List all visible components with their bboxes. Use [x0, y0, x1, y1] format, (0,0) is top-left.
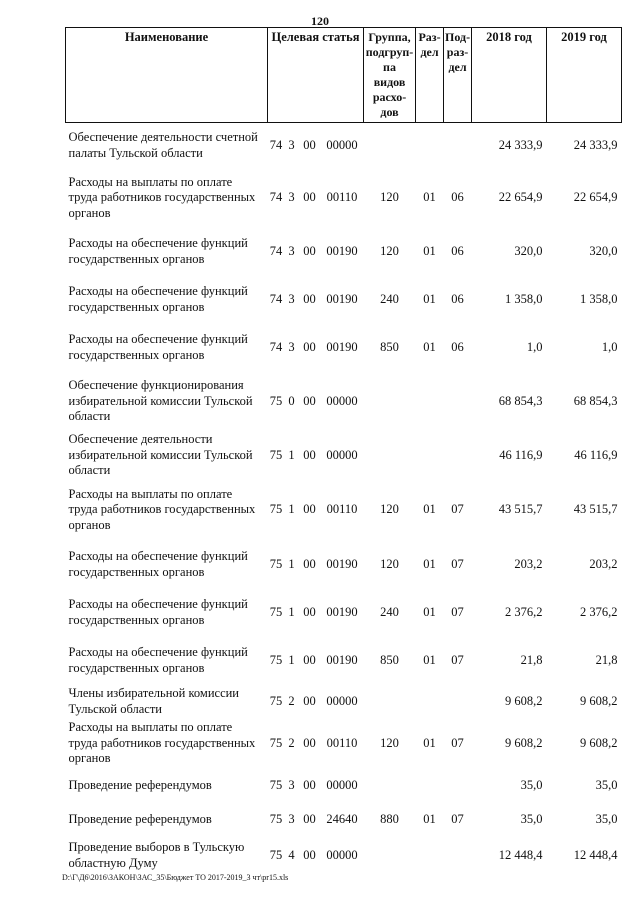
header-subsection-line: раз-	[446, 45, 469, 59]
section: 01	[423, 811, 436, 826]
subsection: 07	[451, 735, 464, 750]
target-part-1: 75	[269, 693, 283, 708]
target-part-3: 00	[303, 811, 316, 826]
row-name-line: областную Думу	[68, 855, 158, 870]
section: 01	[423, 502, 436, 517]
target-part-2: 4	[288, 847, 295, 862]
row-name-line: органов	[68, 517, 111, 532]
table-row	[66, 637, 622, 685]
table-row	[66, 480, 622, 541]
expense-group: 120	[380, 556, 399, 571]
section	[416, 837, 444, 875]
header-section-line: Раз-	[418, 30, 441, 44]
target-part-4: 00190	[326, 291, 358, 306]
subsection: 07	[451, 604, 464, 619]
header-group-line: видов	[373, 75, 406, 89]
amount-2018: 46 116,9	[499, 447, 543, 462]
subsection: 06	[451, 291, 464, 306]
header-group-line: дов	[380, 105, 399, 119]
row-name-line: Расходы на выплаты по оплате	[68, 720, 233, 735]
target-part-3: 00	[303, 735, 316, 750]
amount-2018: 1,0	[526, 339, 543, 354]
target-part-3: 00	[303, 339, 316, 354]
amount-2019: 1 358,0	[580, 291, 618, 306]
target-part-3: 00	[303, 502, 316, 517]
subsection: 07	[451, 556, 464, 571]
target-part-3: 00	[303, 447, 316, 462]
table-row	[66, 719, 622, 769]
table-row	[66, 589, 622, 637]
target-part-3: 00	[303, 777, 316, 792]
table-row	[66, 685, 622, 719]
amount-2019: 1,0	[601, 339, 618, 354]
file-path-footer: D:\Г\Д6\2016\ЗАКОН\ЗАС_35\Бюджет ТО 2017-2019_3 чт\pr15.xls	[62, 873, 289, 882]
amount-2018: 35,0	[520, 777, 543, 792]
section: 01	[423, 604, 436, 619]
expense-group: 240	[380, 291, 399, 306]
row-name-line: Проведение референдумов	[68, 811, 212, 826]
header-group-line: подгруп-	[365, 45, 414, 59]
table-row	[66, 541, 622, 589]
target-part-3: 00	[303, 291, 316, 306]
target-part-4: 00190	[326, 339, 358, 354]
amount-2018: 2 376,2	[505, 604, 543, 619]
header-expense-group	[364, 28, 416, 123]
amount-2019: 22 654,9	[573, 190, 618, 205]
row-name	[66, 372, 268, 432]
row-name-line: органов	[68, 751, 111, 766]
expense-group: 240	[380, 604, 399, 619]
table-row	[66, 769, 622, 803]
target-part-1: 74	[269, 190, 283, 205]
header-subsection-line: Под-	[445, 30, 471, 44]
subsection	[444, 432, 472, 480]
amount-2019: 12 448,4	[573, 847, 618, 862]
subsection	[444, 123, 472, 169]
target-part-2: 3	[288, 811, 295, 826]
target-part-1: 75	[269, 735, 283, 750]
row-name	[66, 719, 268, 769]
amount-2018: 24 333,9	[498, 138, 543, 152]
row-name	[66, 837, 268, 875]
subsection	[444, 372, 472, 432]
target-part-1: 75	[269, 393, 283, 408]
row-name	[66, 637, 268, 685]
row-name-line: государственных органов	[68, 660, 205, 675]
subsection: 07	[451, 502, 464, 517]
target-part-4: 00000	[326, 777, 358, 792]
target-part-4: 00190	[326, 556, 358, 571]
row-name-line: Обеспечение деятельности счетной	[68, 130, 258, 145]
row-name-line: Расходы на обеспечение функций	[68, 332, 248, 346]
row-name-line: Расходы на обеспечение функций	[68, 549, 248, 563]
target-part-2: 1	[288, 447, 295, 462]
row-name	[66, 769, 268, 803]
row-name-line: Расходы на выплаты по оплате	[68, 486, 233, 501]
row-name-line: области	[68, 409, 111, 424]
row-name-line: государственных органов	[68, 251, 205, 266]
amount-2019: 43 515,7	[573, 502, 618, 517]
expense-group	[364, 372, 416, 432]
subsection	[444, 837, 472, 875]
row-name-line: Расходы на обеспечение функций	[68, 597, 248, 611]
target-part-4: 00190	[326, 652, 358, 667]
row-name-line: Обеспечение деятельности	[68, 432, 213, 447]
row-name-line: Проведение референдумов	[68, 777, 212, 792]
target-part-4: 00190	[326, 243, 358, 258]
row-name-line: государственных органов	[68, 612, 205, 627]
amount-2018: 320,0	[514, 243, 543, 258]
target-part-4: 00190	[326, 604, 358, 619]
target-part-2: 3	[288, 339, 295, 354]
table-row	[66, 276, 622, 324]
target-part-4: 00110	[326, 502, 358, 517]
target-part-1: 75	[269, 777, 283, 792]
section: 01	[423, 339, 436, 354]
row-name	[66, 123, 268, 169]
row-name-line: государственных органов	[68, 564, 205, 579]
row-name-line: Расходы на обеспечение функций	[68, 645, 248, 659]
target-part-4: 00000	[326, 693, 358, 708]
header-subsection	[444, 28, 472, 123]
amount-2018: 68 854,3	[498, 393, 543, 408]
amount-2018: 43 515,7	[498, 502, 543, 517]
expense-group	[364, 769, 416, 803]
header-group-line: па	[383, 60, 396, 74]
row-name-line: государственных органов	[68, 347, 205, 362]
row-name	[66, 589, 268, 637]
target-part-1: 74	[269, 243, 283, 258]
amount-2019: 24 333,9	[573, 138, 618, 152]
section: 01	[423, 243, 436, 258]
row-name-line: труда работников государственных	[68, 735, 256, 750]
table-row	[66, 123, 622, 169]
target-part-2: 1	[288, 652, 295, 667]
header-section	[416, 28, 444, 123]
expense-group: 120	[380, 502, 399, 517]
header-subsection-line: дел	[448, 60, 467, 74]
row-name-line: органов	[68, 205, 111, 220]
table-row	[66, 372, 622, 432]
row-name	[66, 685, 268, 719]
target-part-1: 75	[269, 604, 283, 619]
amount-2019: 203,2	[589, 556, 618, 571]
row-name	[66, 480, 268, 541]
table-row	[66, 324, 622, 372]
header-target-article: Целевая статья	[268, 28, 364, 123]
target-part-1: 75	[269, 502, 283, 517]
row-name-line: палаты Тульской области	[68, 145, 203, 160]
target-part-3: 00	[303, 190, 316, 205]
table-row	[66, 803, 622, 837]
section	[416, 685, 444, 719]
row-name-line: области	[68, 463, 111, 478]
target-part-4: 00110	[326, 190, 358, 205]
target-part-3: 00	[303, 243, 316, 258]
page-number: 120	[311, 14, 329, 28]
row-name-line: государственных органов	[68, 299, 205, 314]
target-part-2: 3	[288, 243, 295, 258]
target-part-3: 00	[303, 847, 316, 862]
table-row	[66, 228, 622, 276]
target-part-2: 3	[288, 138, 295, 152]
row-name	[66, 803, 268, 837]
target-part-2: 1	[288, 502, 295, 517]
expense-group: 850	[380, 339, 399, 354]
target-part-3: 00	[303, 556, 316, 571]
row-name-line: труда работников государственных	[68, 502, 256, 517]
row-name-line: Проведение выборов в Тульскую	[68, 840, 245, 854]
row-name-line: избирательной комиссии Тульской	[68, 393, 253, 408]
amount-2018: 9 608,2	[505, 693, 543, 708]
target-part-4: 00000	[326, 447, 358, 462]
target-part-3: 00	[303, 393, 316, 408]
target-part-2: 1	[288, 556, 295, 571]
table-body	[66, 123, 622, 875]
subsection: 06	[451, 190, 464, 205]
table-header-row	[66, 28, 622, 123]
target-part-3: 00	[303, 138, 316, 152]
amount-2018: 35,0	[520, 811, 543, 826]
row-name-line: Члены избирательной комиссии	[68, 686, 240, 700]
subsection	[444, 685, 472, 719]
amount-2019: 9 608,2	[580, 735, 618, 750]
target-part-3: 00	[303, 604, 316, 619]
target-part-1: 74	[269, 291, 283, 306]
target-part-2: 3	[288, 190, 295, 205]
expense-group: 120	[380, 243, 399, 258]
target-part-4: 00000	[326, 393, 358, 408]
budget-table	[65, 27, 622, 875]
amount-2019: 2 376,2	[580, 604, 618, 619]
subsection: 07	[451, 811, 464, 826]
amount-2019: 9 608,2	[580, 693, 618, 708]
header-name: Наименование	[66, 28, 268, 123]
section: 01	[423, 190, 436, 205]
target-part-1: 75	[269, 847, 283, 862]
amount-2019: 21,8	[595, 652, 618, 667]
amount-2018: 22 654,9	[498, 190, 543, 205]
section	[416, 372, 444, 432]
target-part-1: 75	[269, 556, 283, 571]
section: 01	[423, 652, 436, 667]
header-group-line: расхо-	[372, 90, 407, 104]
target-part-3: 00	[303, 693, 316, 708]
row-name-line: Расходы на обеспечение функций	[68, 236, 248, 250]
amount-2018: 9 608,2	[505, 735, 543, 750]
target-part-2: 3	[288, 291, 295, 306]
subsection: 06	[451, 243, 464, 258]
target-part-2: 2	[288, 693, 295, 708]
amount-2019: 68 854,3	[573, 393, 618, 408]
target-part-2: 3	[288, 777, 295, 792]
header-year-2018: 2018 год	[472, 28, 547, 123]
amount-2018: 1 358,0	[505, 291, 543, 306]
header-section-line: дел	[420, 45, 439, 59]
header-year-2019: 2019 год	[547, 28, 622, 123]
amount-2018: 21,8	[520, 652, 543, 667]
header-group-line: Группа,	[368, 30, 411, 44]
table-row	[66, 169, 622, 228]
row-name	[66, 169, 268, 228]
subsection: 06	[451, 339, 464, 354]
expense-group: 850	[380, 652, 399, 667]
row-name-line: избирательной комиссии Тульской	[68, 447, 253, 462]
row-name	[66, 276, 268, 324]
row-name	[66, 432, 268, 480]
expense-group	[364, 123, 416, 169]
expense-group	[364, 685, 416, 719]
target-part-3: 00	[303, 652, 316, 667]
subsection	[444, 769, 472, 803]
target-part-2: 1	[288, 604, 295, 619]
section	[416, 769, 444, 803]
section: 01	[423, 291, 436, 306]
section: 01	[423, 556, 436, 571]
amount-2019: 320,0	[589, 243, 618, 258]
target-part-1: 75	[269, 447, 283, 462]
table-row	[66, 837, 622, 875]
amount-2018: 203,2	[514, 556, 543, 571]
target-part-1: 74	[269, 138, 283, 152]
target-part-1: 74	[269, 339, 283, 354]
table-row	[66, 432, 622, 480]
amount-2019: 35,0	[595, 777, 618, 792]
row-name	[66, 228, 268, 276]
target-part-1: 75	[269, 811, 283, 826]
expense-group	[364, 432, 416, 480]
section: 01	[423, 735, 436, 750]
row-name-line: Расходы на выплаты по оплате	[68, 174, 233, 189]
section	[416, 123, 444, 169]
section	[416, 432, 444, 480]
subsection: 07	[451, 652, 464, 667]
target-part-4: 24640	[326, 811, 358, 826]
row-name-line: Расходы на обеспечение функций	[68, 284, 248, 298]
row-name	[66, 541, 268, 589]
row-name	[66, 324, 268, 372]
target-part-4: 00000	[326, 138, 358, 152]
amount-2019: 46 116,9	[574, 447, 618, 462]
row-name-line: труда работников государственных	[68, 190, 256, 205]
target-part-2: 2	[288, 735, 295, 750]
amount-2019: 35,0	[595, 811, 618, 826]
target-part-4: 00000	[326, 847, 358, 862]
row-name-line: Обеспечение функционирования	[68, 378, 244, 393]
target-part-4: 00110	[326, 735, 358, 750]
expense-group	[364, 837, 416, 875]
amount-2018: 12 448,4	[498, 847, 543, 862]
target-part-2: 0	[288, 393, 295, 408]
expense-group: 120	[380, 735, 399, 750]
target-part-1: 75	[269, 652, 283, 667]
expense-group: 880	[380, 811, 399, 826]
expense-group: 120	[380, 190, 399, 205]
row-name-line: Тульской области	[68, 701, 162, 716]
